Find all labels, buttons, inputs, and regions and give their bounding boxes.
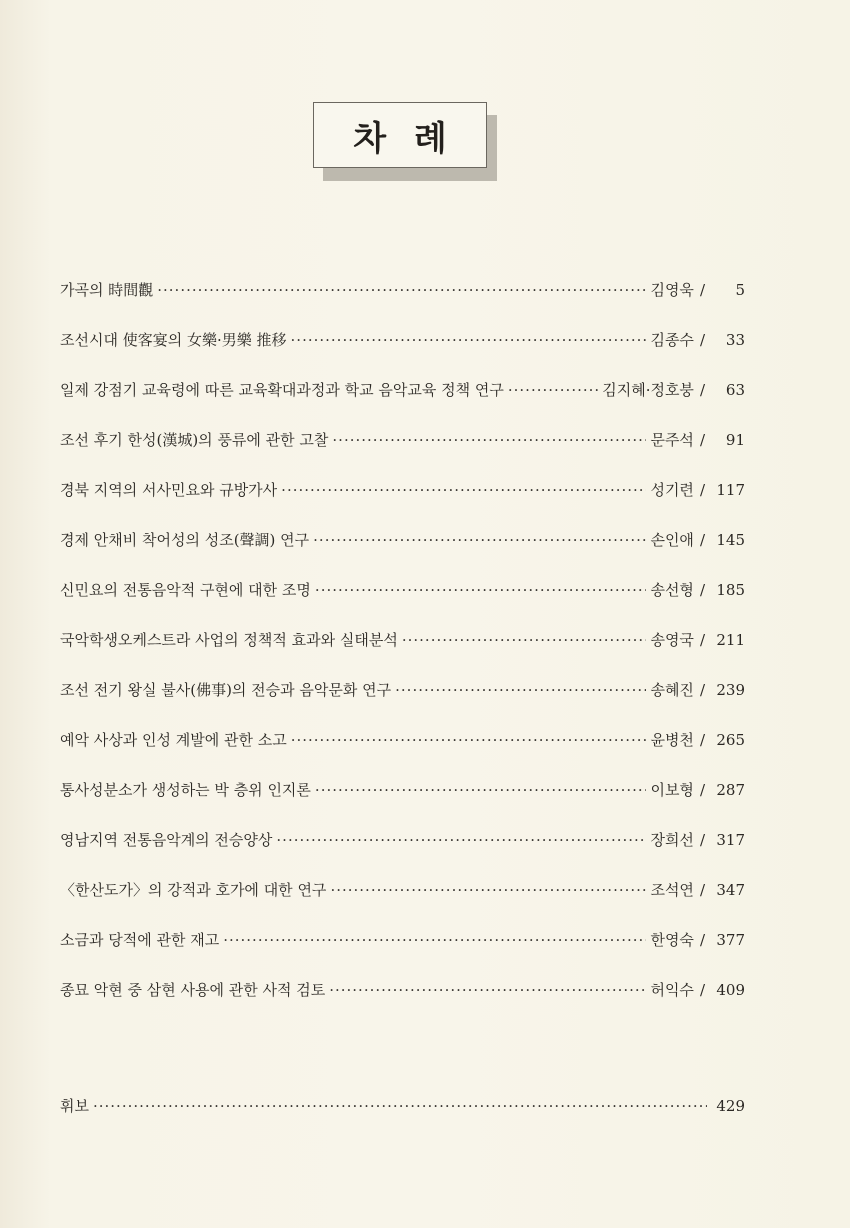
- entry-author: 김영욱: [650, 281, 694, 299]
- entry-author: 이보형: [650, 781, 694, 799]
- toc-entry[interactable]: [60, 880, 745, 930]
- entry-title: 가곡의 時間觀: [60, 281, 154, 299]
- entry-title: 예악 사상과 인성 계발에 관한 소고: [60, 731, 287, 749]
- toc-entry[interactable]: [60, 330, 745, 380]
- leader-dots: [291, 730, 647, 750]
- entry-title: 경북 지역의 서사민요와 규방가사: [60, 481, 278, 499]
- toc-entry[interactable]: [60, 780, 745, 830]
- leader-dots: [276, 830, 646, 850]
- entry-author: 송선형: [650, 581, 694, 599]
- toc-entry[interactable]: [60, 580, 745, 630]
- entry-page: 33: [725, 331, 745, 349]
- entry-separator: /: [699, 781, 705, 799]
- entry-page: 265: [716, 731, 745, 749]
- leader-dots: [330, 880, 646, 900]
- toc-entry-appendix[interactable]: [60, 1096, 745, 1146]
- entry-author: 조석연: [650, 881, 694, 899]
- entry-page: 429: [716, 1097, 745, 1115]
- toc-entry[interactable]: [60, 430, 745, 480]
- entry-title: 조선 전기 왕실 불사(佛事)의 전승과 음악문화 연구: [60, 681, 392, 699]
- toc-list: [60, 280, 745, 1030]
- entry-title: 영남지역 전통음악계의 전승양상: [60, 831, 273, 849]
- entry-separator: /: [699, 881, 705, 899]
- entry-author: 윤병천: [650, 731, 694, 749]
- toc-entry[interactable]: [60, 630, 745, 680]
- entry-separator: /: [699, 331, 705, 349]
- toc-entry[interactable]: [60, 930, 745, 980]
- entry-separator: /: [699, 481, 705, 499]
- entry-separator: /: [699, 981, 705, 999]
- entry-separator: /: [699, 681, 705, 699]
- entry-page: 409: [716, 981, 745, 999]
- leader-dots: [315, 580, 647, 600]
- entry-page: 91: [725, 431, 745, 449]
- leader-dots: [315, 780, 647, 800]
- entry-author: 성기련: [650, 481, 694, 499]
- leader-dots: [329, 980, 646, 1000]
- toc-entry[interactable]: [60, 380, 745, 430]
- entry-separator: /: [699, 431, 705, 449]
- entry-author: 송영국: [650, 631, 694, 649]
- toc-entry[interactable]: [60, 530, 745, 580]
- entry-separator: /: [699, 381, 705, 399]
- leader-dots: [395, 680, 646, 700]
- entry-page: 317: [716, 831, 745, 849]
- entry-separator: /: [699, 281, 705, 299]
- leader-dots: [157, 280, 646, 300]
- entry-separator: /: [699, 581, 705, 599]
- page-title: 차 례: [353, 118, 455, 159]
- entry-title: 〈한산도가〉의 강적과 호가에 대한 연구: [60, 881, 327, 899]
- toc-entry[interactable]: [60, 980, 745, 1030]
- entry-separator: /: [699, 931, 705, 949]
- leader-dots: [402, 630, 647, 650]
- entry-page: 347: [716, 881, 745, 899]
- entry-page: 239: [716, 681, 745, 699]
- entry-title: 일제 강점기 교육령에 따른 교육확대과정과 학교 음악교육 정책 연구: [60, 381, 504, 399]
- entry-author: 장희선: [650, 831, 694, 849]
- title-block: [313, 102, 487, 168]
- leader-dots: [223, 930, 646, 950]
- entry-title: 조선 후기 한성(漢城)의 풍류에 관한 고찰: [60, 431, 329, 449]
- entry-separator: /: [699, 731, 705, 749]
- entry-page: 211: [716, 631, 745, 649]
- entry-page: 185: [716, 581, 745, 599]
- entry-separator: /: [699, 631, 705, 649]
- entry-author: 송혜진: [650, 681, 694, 699]
- entry-author: 문주석: [650, 431, 694, 449]
- entry-author: 한영숙: [650, 931, 694, 949]
- entry-title: 휘보: [60, 1097, 89, 1115]
- leader-dots: [508, 380, 598, 400]
- entry-author: 김종수: [650, 331, 694, 349]
- entry-page: 117: [716, 481, 745, 499]
- entry-author: 손인애: [650, 531, 694, 549]
- entry-title: 소금과 당적에 관한 재고: [60, 931, 220, 949]
- entry-title: 종묘 악현 중 삼현 사용에 관한 사적 검토: [60, 981, 326, 999]
- entry-title: 국악학생오케스트라 사업의 정책적 효과와 실태분석: [60, 631, 398, 649]
- entry-page: 377: [716, 931, 745, 949]
- entry-author: 김지혜·정호붕: [602, 381, 694, 399]
- entry-page: 287: [716, 781, 745, 799]
- leader-dots: [281, 480, 646, 500]
- toc-entry[interactable]: [60, 280, 745, 330]
- entry-separator: /: [699, 531, 705, 549]
- entry-title: 통사성분소가 생성하는 박 층위 인지론: [60, 781, 311, 799]
- entry-page: 145: [716, 531, 745, 549]
- entry-page: 5: [735, 281, 745, 299]
- leader-dots: [93, 1096, 707, 1116]
- toc-entry[interactable]: [60, 730, 745, 780]
- toc-entry[interactable]: [60, 830, 745, 880]
- title-box: [313, 102, 487, 168]
- leader-dots: [332, 430, 646, 450]
- appendix: [60, 1096, 745, 1146]
- toc-entry[interactable]: [60, 480, 745, 530]
- entry-title: 경제 안채비 착어성의 성조(聲調) 연구: [60, 531, 310, 549]
- leader-dots: [313, 530, 646, 550]
- entry-separator: /: [699, 831, 705, 849]
- toc-entry[interactable]: [60, 680, 745, 730]
- entry-title: 조선시대 使客宴의 女樂·男樂 推移: [60, 331, 287, 349]
- entry-page: 63: [725, 381, 745, 399]
- leader-dots: [291, 330, 647, 350]
- entry-title: 신민요의 전통음악적 구현에 대한 조명: [60, 581, 311, 599]
- entry-author: 허익수: [650, 981, 694, 999]
